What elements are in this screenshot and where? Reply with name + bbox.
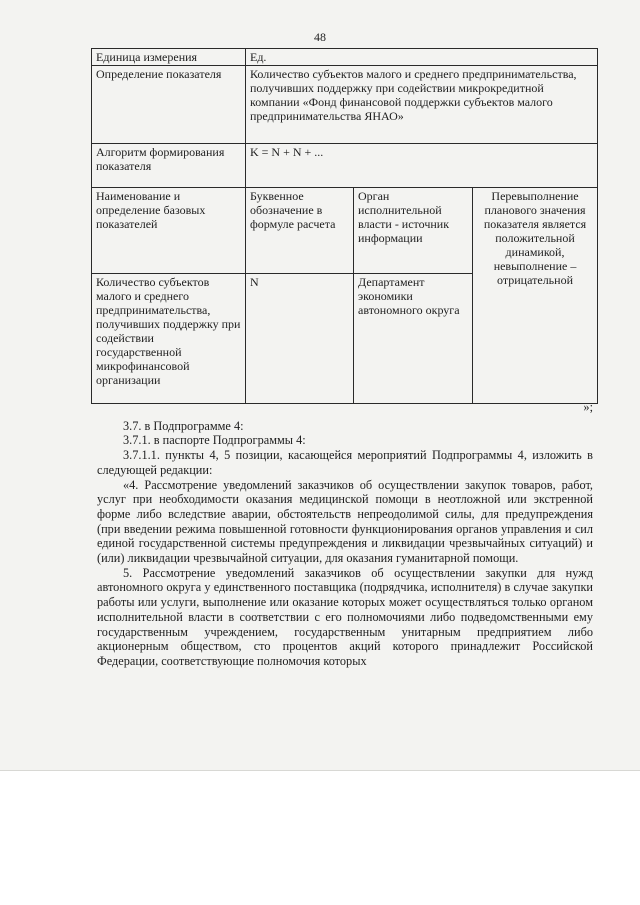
algorithm-formula: K = N + N + ... xyxy=(246,144,598,188)
paragraph-3-7-1: 3.7.1. в паспорте Подпрограммы 4: xyxy=(123,433,306,448)
paragraph-item-4: «4. Рассмотрение уведомлений заказчиков об осуществлении закупок товаров, работ, услуг при необходимости оказания медицинской помощи в неотложной или экстренной форме либо вследствие аварии, обстоятельств непреодолимой силы, для предупреждения (при введении режима повышенной готовности функционирования органов управления и сил единой государственной системы предупреждения и ликвидации чрезвычайных ситуаций) и (или) ликвидации чрезвычайной ситуации, для оказания гуманитарной помощи. xyxy=(97,477,593,566)
algorithm-label: Алгоритм формирования показателя xyxy=(92,144,246,188)
table-row-algorithm xyxy=(92,144,598,188)
table-closing-quote: »; xyxy=(583,400,593,414)
base-indicator-name: Количество субъектов малого и среднего предпринимательства, получивших поддержку при содействии государственной микрофинансовой организации xyxy=(92,274,246,404)
document-body xyxy=(97,400,593,669)
header-letter: Буквенное обозначение в формуле расчета xyxy=(246,188,354,274)
paragraph-3-7-1-1: 3.7.1.1. пункты 4, 5 позиции, касающейся мероприятий Подпрограммы 4, изложить в следующей редакции: xyxy=(97,448,593,477)
page-number: 48 xyxy=(314,30,326,44)
base-indicator-letter: N xyxy=(246,274,354,404)
paragraph-item-5: 5. Рассмотрение уведомлений заказчиков об осуществлении закупки для нужд автономного округа у единственного поставщика (подрядчика, исполнителя) в случае закупки работы или услуги, выполнение или оказание которых может осуществляться только органом исполнительной власти в соответствии с его полномочиями либо подведомственными ему государственным учреждением, государственным унитарным предприятием либо акционерным обществом, сто процентов акций которого принадлежит Российской Федерации, соответствующие полномочия которых xyxy=(97,565,593,668)
header-source: Орган исполнительной власти - источник информации xyxy=(354,188,473,274)
definition-label: Определение показателя xyxy=(92,66,246,144)
definition-value: Количество субъектов малого и среднего предпринимательства, получивших поддержку при содействии микрокредитной компании «Фонд финансовой поддержки субъектов малого предпринимательства ЯНАО» xyxy=(246,66,598,144)
interpretation-note: Перевыполнение планового значения показателя является положительной динамикой, невыполнение – отрицательной xyxy=(473,188,598,404)
unit-value: Ед. xyxy=(246,49,598,66)
table-row-definition xyxy=(92,66,598,144)
header-name: Наименование и определение базовых показателей xyxy=(92,188,246,274)
table-header-row xyxy=(92,188,598,274)
base-indicator-source: Департамент экономики автономного округа xyxy=(354,274,473,404)
table-row-unit xyxy=(92,49,598,66)
indicator-table xyxy=(91,48,598,404)
paragraph-3-7: 3.7. в Подпрограмме 4: xyxy=(123,418,244,433)
unit-label: Единица измерения xyxy=(92,49,246,66)
